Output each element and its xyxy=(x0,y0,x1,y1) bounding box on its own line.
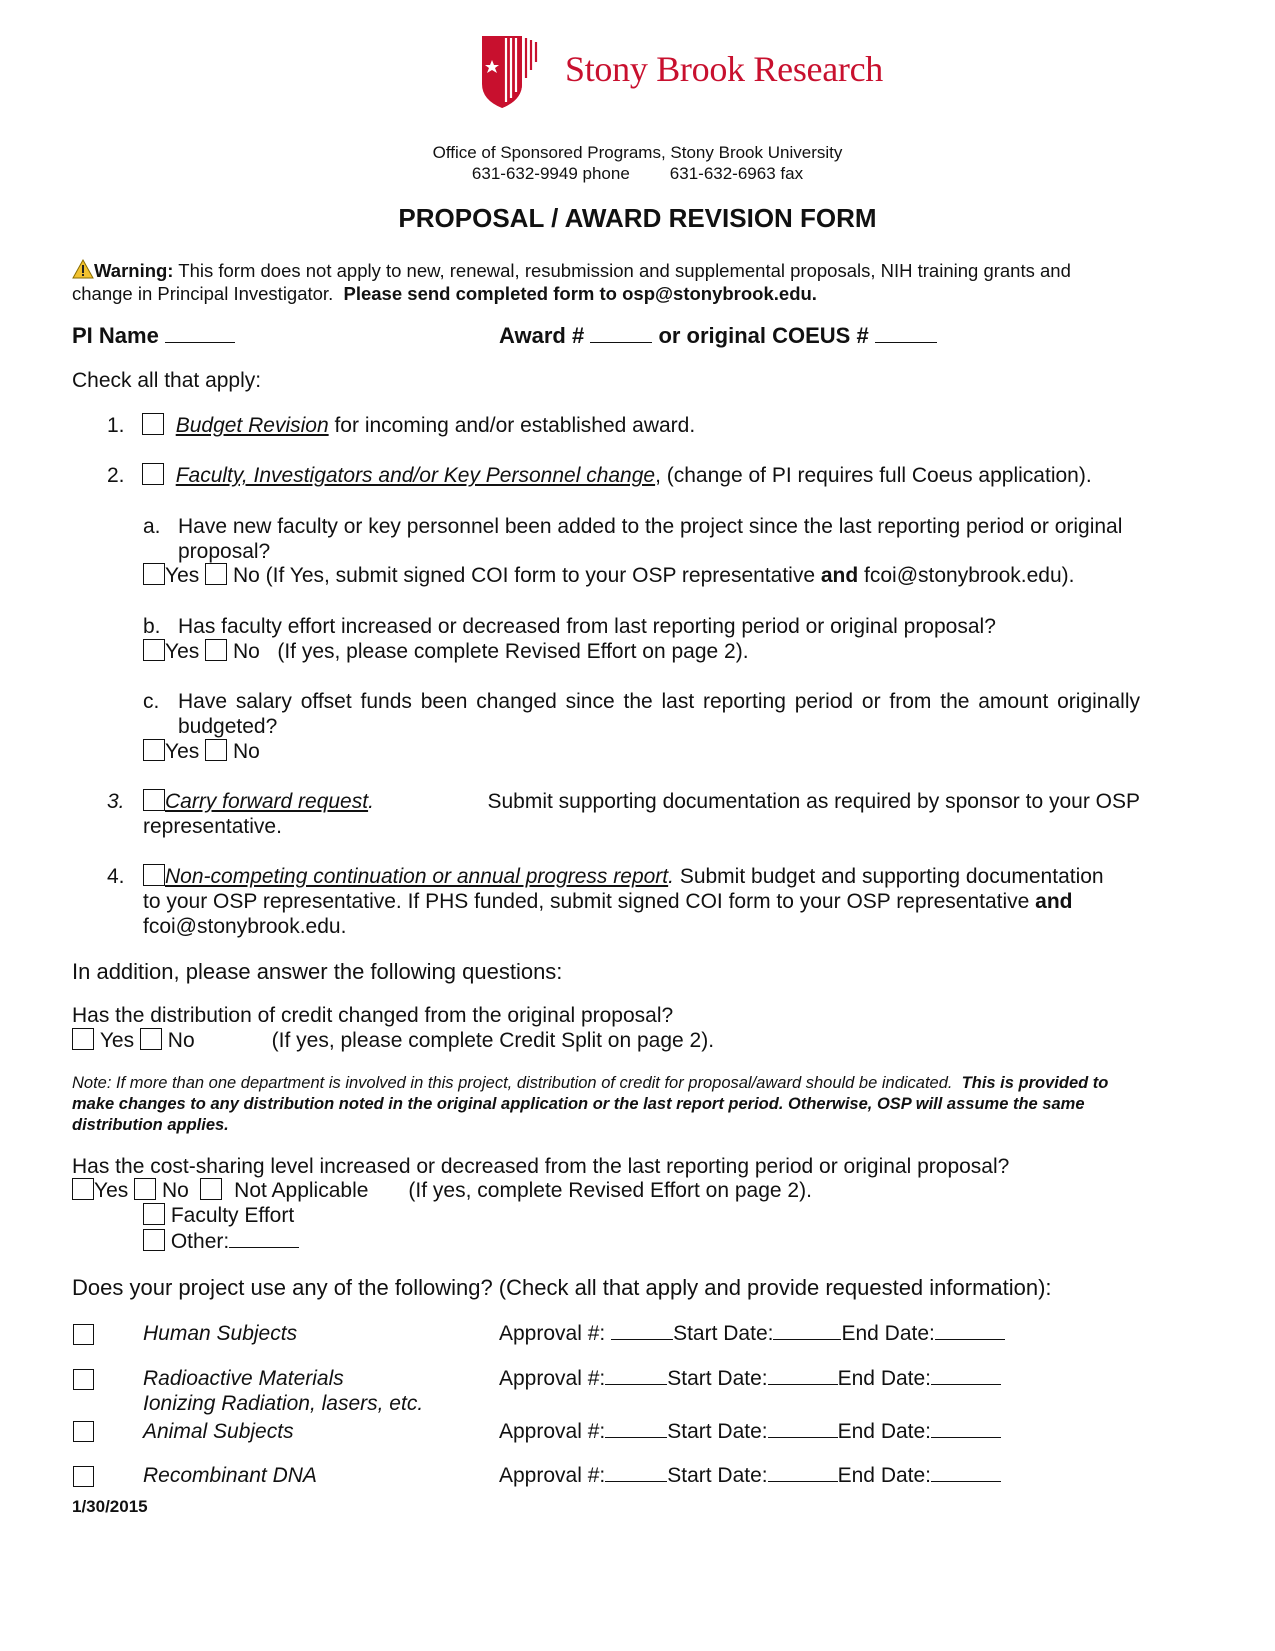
start-date-blank[interactable] xyxy=(768,1384,838,1385)
question-2c-text-1: Have salary offset funds been changed since the last reporting period or from the amount originally xyxy=(178,690,1140,713)
cost-yes-checkbox[interactable] xyxy=(72,1178,94,1200)
question-2a-no-checkbox[interactable] xyxy=(205,563,227,585)
credit-question: Has the distribution of credit changed from the original proposal? xyxy=(72,1004,674,1027)
cost-sharing-answers xyxy=(72,1178,812,1204)
warning-line-2 xyxy=(72,281,817,306)
coeus-number-blank[interactable] xyxy=(875,342,937,343)
no-label: No xyxy=(232,740,260,763)
fcoi-email: fcoi@stonybrook.edu). xyxy=(864,564,1075,587)
recombinant-dna-checkbox[interactable] xyxy=(73,1466,94,1487)
logo-wordmark: Stony Brook Research xyxy=(565,49,883,89)
approval-blank[interactable] xyxy=(605,1481,667,1482)
radioactive-materials-label: Radioactive Materials xyxy=(143,1367,344,1390)
credit-distribution-note xyxy=(72,1073,1140,1136)
question-2b-text: Has faculty effort increased or decreased from last reporting period or original proposal? xyxy=(178,615,996,638)
human-subjects-label: Human Subjects xyxy=(143,1322,298,1345)
item-4-text-2 xyxy=(143,889,1073,915)
carry-forward-link[interactable]: Carry forward request xyxy=(165,790,369,813)
faculty-effort-checkbox[interactable] xyxy=(143,1203,165,1225)
warning-line-1 xyxy=(72,258,1071,283)
pi-name-blank[interactable] xyxy=(165,342,235,343)
approval-blank[interactable] xyxy=(605,1384,667,1385)
question-2a-letter: a. xyxy=(143,515,161,538)
no-label: No xyxy=(161,1179,189,1202)
form-title: PROPOSAL / AWARD REVISION FORM xyxy=(398,203,877,233)
start-date-blank[interactable] xyxy=(768,1437,838,1438)
contact-line xyxy=(0,163,1275,184)
cost-no-checkbox[interactable] xyxy=(134,1178,156,1200)
cost-note: (If yes, complete Revised Effort on page 2). xyxy=(408,1179,812,1202)
approval-label: Approval #: xyxy=(499,1464,606,1487)
question-2a-text-2: proposal? xyxy=(178,540,271,563)
question-2b-letter: b. xyxy=(143,615,161,638)
warning-text-2: change in Principal Investigator. xyxy=(72,283,334,304)
warning-icon xyxy=(72,259,94,279)
other-blank[interactable] xyxy=(229,1247,299,1248)
approval-blank[interactable] xyxy=(605,1437,667,1438)
end-date-label: End Date: xyxy=(841,1322,935,1345)
yes-label: Yes xyxy=(94,1179,129,1202)
other-checkbox[interactable] xyxy=(143,1229,165,1251)
approval-label: Approval #: xyxy=(499,1367,606,1390)
ionizing-radiation-label: Ionizing Radiation, lasers, etc. xyxy=(143,1392,424,1415)
phone-number: 631-632-9949 phone xyxy=(471,164,630,183)
radioactive-materials-fields xyxy=(499,1366,1001,1392)
question-2a-answers xyxy=(143,563,1074,589)
item-3-number: 3. xyxy=(107,790,125,813)
faculty-effort-option xyxy=(143,1203,294,1229)
note-italic: Note: If more than one department is involved in this project, distribution of credit for proposal/award should be indicated. xyxy=(72,1074,953,1092)
question-2a-yes-checkbox[interactable] xyxy=(143,563,165,585)
award-number-blank[interactable] xyxy=(590,342,652,343)
award-number-field[interactable] xyxy=(499,323,937,349)
start-date-blank[interactable] xyxy=(773,1339,841,1340)
budget-revision-link[interactable]: Budget Revision xyxy=(175,414,329,437)
award-number-label: Award # xyxy=(499,323,585,348)
and-text: and xyxy=(820,564,859,587)
no-label: No xyxy=(167,1029,195,1052)
animal-subjects-fields xyxy=(499,1419,1001,1445)
animal-subjects-checkbox[interactable] xyxy=(73,1421,94,1442)
yes-label: Yes xyxy=(165,640,200,663)
warning-label: Warning: xyxy=(94,260,174,281)
end-date-label: End Date: xyxy=(837,1420,932,1443)
item-4-text-3: fcoi@stonybrook.edu. xyxy=(143,915,347,938)
end-date-blank[interactable] xyxy=(931,1481,1001,1482)
fax-number: 631-632-6963 fax xyxy=(669,164,804,183)
office-name: Office of Sponsored Programs, Stony Brook University xyxy=(432,143,843,162)
human-subjects-checkbox[interactable] xyxy=(73,1324,94,1345)
start-date-label: Start Date: xyxy=(667,1420,768,1443)
item-carry-forward: Carry forward request. Submit supporting documentation as required by sponsor to your OSP xyxy=(143,789,1140,815)
start-date-label: Start Date: xyxy=(673,1322,774,1345)
animal-subjects-label: Animal Subjects xyxy=(143,1420,294,1443)
project-use-heading: Does your project use any of the following? (Check all that apply and provide requested information): xyxy=(72,1275,1052,1300)
item-personnel-change xyxy=(107,463,1092,489)
credit-answers xyxy=(72,1028,714,1054)
item-budget-revision xyxy=(107,413,695,439)
item-4-text: to your OSP representative. If PHS funded, submit signed COI form to your OSP representative xyxy=(143,890,1030,913)
approval-label: Approval #: xyxy=(499,1420,606,1443)
question-2c-answers xyxy=(143,739,260,765)
note-bold: This is provided to make changes to any distribution noted in the original application or the last report period. Otherwise, OSP will assume the same distribution applies. xyxy=(72,1074,1109,1134)
cost-sharing-question: Has the cost-sharing level increased or decreased from the last reporting period or original proposal? xyxy=(72,1155,1010,1178)
question-2b-note: (If yes, please complete Revised Effort on page 2). xyxy=(277,640,749,663)
credit-no-checkbox[interactable] xyxy=(140,1028,162,1050)
no-label: No (If Yes, submit signed COI form to your OSP representative xyxy=(232,564,815,587)
question-2c-no-checkbox[interactable] xyxy=(205,739,227,761)
human-subjects-fields xyxy=(499,1321,1005,1347)
pi-name-field[interactable] xyxy=(72,323,235,349)
recombinant-dna-label: Recombinant DNA xyxy=(143,1464,317,1487)
start-date-label: Start Date: xyxy=(667,1367,768,1390)
start-date-blank[interactable] xyxy=(768,1481,838,1482)
end-date-blank[interactable] xyxy=(931,1384,1001,1385)
non-competing-link[interactable]: Non-competing continuation or annual progress report xyxy=(165,865,669,888)
faculty-effort-label: Faculty Effort xyxy=(170,1204,295,1227)
coeus-number-label: or original COEUS # xyxy=(658,323,869,348)
warning-text-1: This form does not apply to new, renewal, resubmission and supplemental proposals, NIH training grants and xyxy=(173,260,1071,281)
item-number: 2. xyxy=(107,464,125,487)
item-3-text-2: representative. xyxy=(143,815,282,838)
start-date-label: Start Date: xyxy=(667,1464,768,1487)
approval-blank[interactable] xyxy=(611,1339,673,1340)
personnel-change-link[interactable]: Faculty, Investigators and/or Key Personnel change xyxy=(175,464,656,487)
non-competing-checkbox[interactable] xyxy=(143,864,165,886)
yes-label: Yes xyxy=(99,1029,135,1052)
approval-label: Approval #: xyxy=(499,1322,606,1345)
warning-email-instruction: Please send completed form to osp@stonybrook.edu. xyxy=(343,283,817,304)
budget-revision-checkbox[interactable] xyxy=(142,413,164,435)
other-option xyxy=(143,1229,299,1255)
radioactive-materials-checkbox[interactable] xyxy=(73,1369,94,1390)
item-text: Submit budget and supporting documentation xyxy=(673,865,1104,888)
recombinant-dna-fields xyxy=(499,1463,1001,1489)
item-text: , (change of PI requires full Coeus application). xyxy=(655,464,1092,487)
not-applicable-label: Not Applicable xyxy=(234,1179,369,1202)
check-all-instruction: Check all that apply: xyxy=(72,369,262,392)
question-2b-yes-checkbox[interactable] xyxy=(143,639,165,661)
item-non-competing: Non-competing continuation or annual progress report. Submit budget and supporting documentation xyxy=(143,864,1104,890)
item-text: for incoming and/or established award. xyxy=(328,414,696,437)
question-2c-yes-checkbox[interactable] xyxy=(143,739,165,761)
and-text: and xyxy=(1035,890,1073,913)
yes-label: Yes xyxy=(165,740,200,763)
revision-date: 1/30/2015 xyxy=(72,1497,148,1516)
credit-note: (If yes, please complete Credit Split on page 2). xyxy=(271,1029,715,1052)
end-date-label: End Date: xyxy=(837,1464,932,1487)
question-2c-text-2: budgeted? xyxy=(178,715,278,738)
question-2a-text-1: Have new faculty or key personnel been added to the project since the last reporting period or original xyxy=(178,515,1123,538)
item-text: Submit supporting documentation as required by sponsor to your OSP xyxy=(487,790,1140,813)
other-label: Other: xyxy=(170,1230,230,1253)
item-number: 1. xyxy=(107,414,125,437)
carry-forward-checkbox[interactable] xyxy=(143,789,165,811)
pi-name-label: PI Name xyxy=(72,323,159,348)
addition-heading: In addition, please answer the following questions: xyxy=(72,959,563,984)
end-date-blank[interactable] xyxy=(931,1437,1001,1438)
cost-na-checkbox[interactable] xyxy=(200,1178,222,1200)
question-2b-no-checkbox[interactable] xyxy=(205,639,227,661)
yes-label: Yes xyxy=(165,564,200,587)
question-2b-answers xyxy=(143,639,749,665)
question-2c-letter: c. xyxy=(143,690,160,713)
end-date-label: End Date: xyxy=(837,1367,932,1390)
end-date-blank[interactable] xyxy=(935,1339,1005,1340)
item-4-number: 4. xyxy=(107,865,125,888)
no-label: No xyxy=(232,640,260,663)
personnel-change-checkbox[interactable] xyxy=(142,463,164,485)
credit-yes-checkbox[interactable] xyxy=(72,1028,94,1050)
